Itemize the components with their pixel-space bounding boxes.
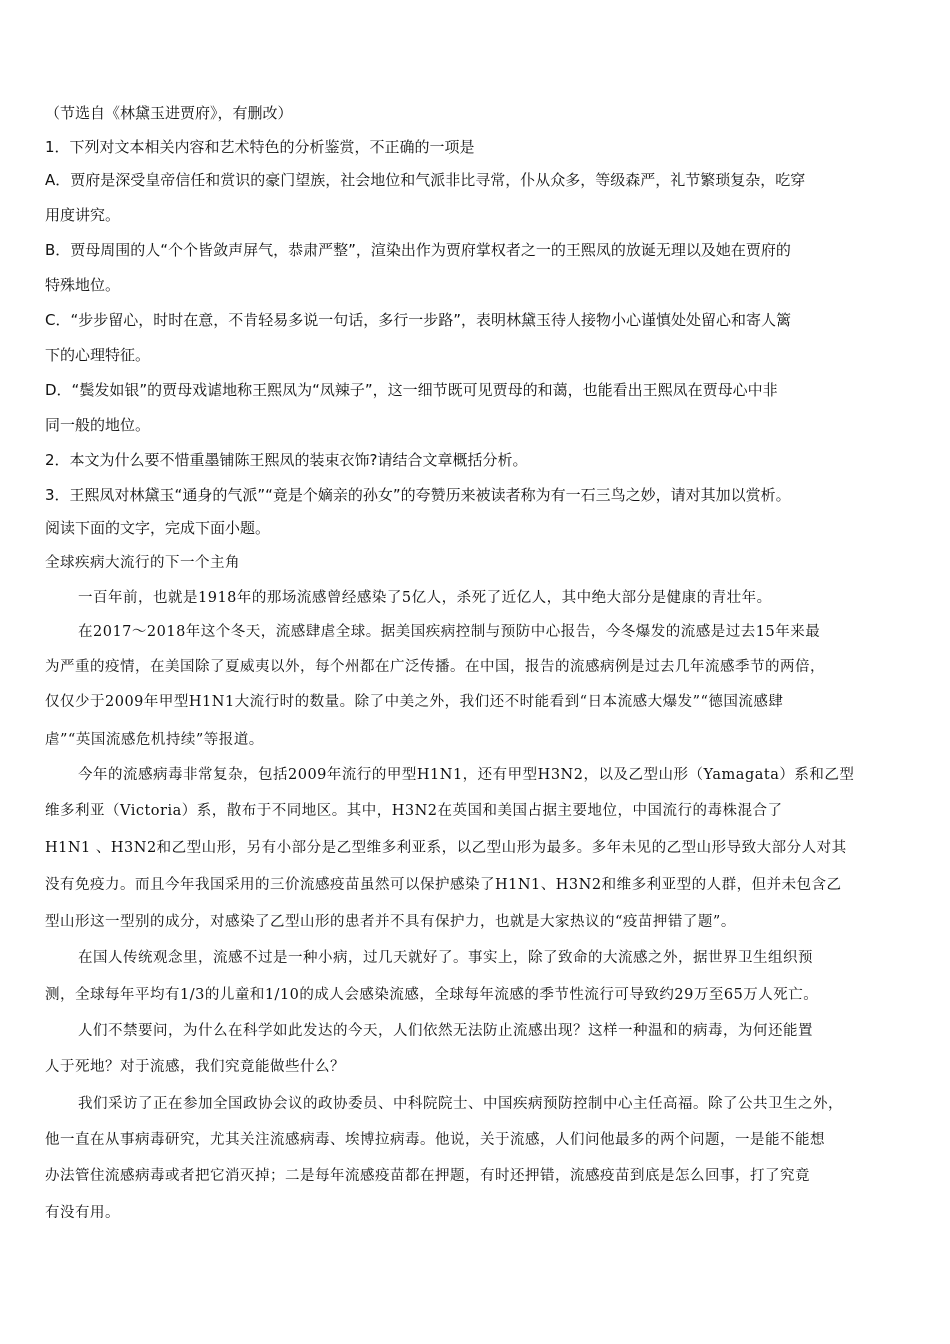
option-b-line-1: B．贾母周围的人“个个皆敛声屏气，恭肃严整”，渲染出作为贾府掌权者之一的王熙凤的放诞无理以及她在贾府的	[45, 241, 791, 259]
article-line: 维多利亚（Victoria）系，散布于不同地区。其中，H3N2在英国和美国占据主要地位，中国流行的毒株混合了	[45, 803, 783, 819]
reading-instruction: 阅读下面的文字，完成下面小题。	[45, 519, 271, 537]
article-line: 办法管住流感病毒或者把它消灭掉；二是每年流感疫苗都在押题，有时还押错，流感疫苗到底是怎么回事，打了究竟	[45, 1168, 810, 1184]
article-line: 他一直在从事病毒研究，尤其关注流感病毒、埃博拉病毒。他说，关于流感，人们问他最多的两个问题，一是能不能想	[45, 1132, 825, 1148]
question-1-stem: 1．下列对文本相关内容和艺术特色的分析鉴赏，不正确的一项是	[45, 138, 475, 156]
article-line: 测，全球每年平均有1/3的儿童和1/10的成人会感染流感，全球每年流感的季节性流行可导致约29万至65万人死亡。	[45, 987, 819, 1003]
article-line: 型山形这一型别的成分，对感染了乙型山形的患者并不具有保护力，也就是大家热议的“疫苗押错了题”。	[45, 914, 736, 930]
article-line: 在2017～2018年这个冬天，流感肆虐全球。据美国疾病控制与预防中心报告，今冬爆发的流感是过去15年来最	[78, 624, 821, 640]
option-a-line-1: A．贾府是深受皇帝信任和赏识的豪门望族，社会地位和气派非比寻常，仆从众多，等级森严，礼节繁琐复杂，吃穿	[45, 171, 806, 189]
option-a-line-2: 用度讲究。	[45, 206, 121, 224]
article-line: 人们不禁要问，为什么在科学如此发达的今天，人们依然无法防止流感出现？这样一种温和的病毒，为何还能置	[78, 1023, 813, 1039]
article-line: H1N1 、H3N2和乙型山形，另有小部分是乙型维多利亚系，以乙型山形为最多。多年未见的乙型山形导致大部分人对其	[45, 840, 847, 856]
question-3: 3．王熙凤对林黛玉“通身的气派”“竟是个嫡亲的孙女”的夸赞历来被读者称为有一石三鸟之妙，请对其加以赏析。	[45, 486, 791, 504]
article-title: 全球疾病大流行的下一个主角	[45, 555, 240, 571]
option-b-line-2: 特殊地位。	[45, 276, 121, 294]
option-c-line-1: C．“步步留心，时时在意，不肯轻易多说一句话，多行一步路”，表明林黛玉待人接物小心谨慎处处留心和寄人篱	[45, 311, 792, 329]
article-line: 在国人传统观念里，流感不过是一种小病，过几天就好了。事实上，除了致命的大流感之外，据世界卫生组织预	[78, 950, 813, 966]
article-line: 没有免疫力。而且今年我国采用的三价流感疫苗虽然可以保护感染了H1N1、H3N2和维多利亚型的人群，但并未包含乙	[45, 877, 842, 893]
option-d-line-1: D．“鬓发如银”的贾母戏谑地称王熙凤为“凤辣子”，这一细节既可见贾母的和蔼，也能看出王熙凤在贾母心中非	[45, 381, 778, 399]
question-2: 2．本文为什么要不惜重墨铺陈王熙凤的装束衣饰?请结合文章概括分析。	[45, 451, 528, 469]
article-line: 虐”“英国流感危机持续”等报道。	[45, 732, 264, 748]
article-line: 为严重的疫情，在美国除了夏威夷以外，每个州都在广泛传播。在中国，报告的流感病例是过去几年流感季节的两倍，	[45, 659, 825, 675]
option-c-line-2: 下的心理特征。	[45, 346, 151, 364]
source-note: （节选自《林黛玉进贾府》，有删改）	[45, 104, 293, 122]
article-line: 人于死地？对于流感，我们究竟能做些什么？	[45, 1059, 345, 1075]
article-line: 我们采访了正在参加全国政协会议的政协委员、中科院院士、中国疾病预防控制中心主任高福。除了公共卫生之外，	[78, 1096, 843, 1112]
option-d-line-2: 同一般的地位。	[45, 416, 151, 434]
article-line: 仅仅少于2009年甲型H1N1大流行时的数量。除了中美之外，我们还不时能看到“日本流感大爆发”“德国流感肆	[45, 694, 784, 710]
article-line: 有没有用。	[45, 1205, 120, 1221]
article-line: 今年的流感病毒非常复杂，包括2009年流行的甲型H1N1，还有甲型H3N2，以及乙型山形（Yamagata）系和乙型	[78, 767, 855, 783]
article-line: 一百年前，也就是1918年的那场流感曾经感染了5亿人，杀死了近亿人，其中绝大部分是健康的青壮年。	[78, 590, 772, 606]
